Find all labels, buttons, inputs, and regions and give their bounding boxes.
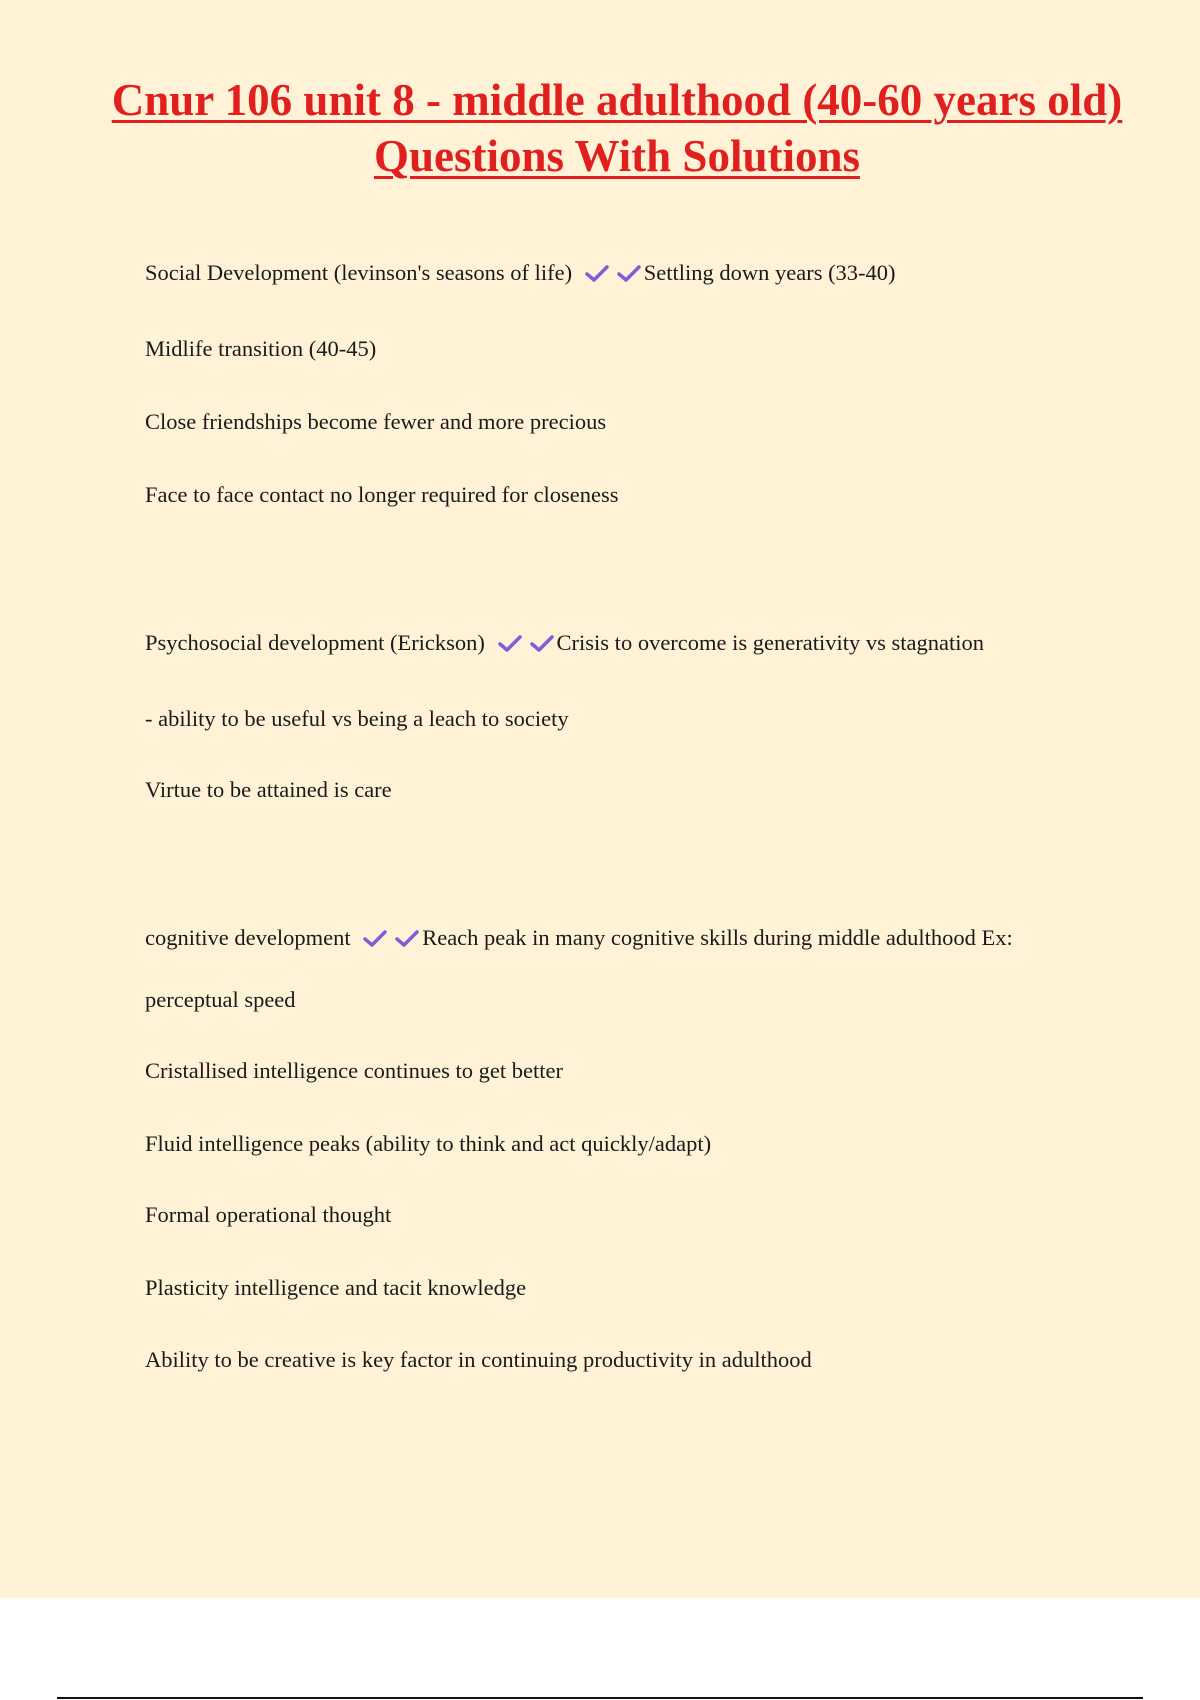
answer-line: Midlife transition (40-45) — [145, 336, 377, 361]
page-title: Cnur 106 unit 8 - middle adulthood (40-60 years old) Questions With Solutions — [111, 75, 1123, 181]
answer-line: - ability to be useful vs being a leach to society — [145, 706, 569, 731]
answer-text: Settling down years (33-40) — [643, 260, 896, 285]
answer-line: perceptual speed — [145, 987, 296, 1012]
answer-line: Cristallised intelligence continues to get better — [145, 1058, 564, 1083]
answer-line: Ability to be creative is key factor in continuing productivity in adulthood — [145, 1347, 812, 1372]
question-text: Social Development (levinson's seasons of life) — [145, 260, 573, 285]
answer-line: Face to face contact no longer required for closeness — [145, 482, 619, 507]
qa-line-social-development — [145, 259, 896, 287]
check-icon — [497, 633, 523, 653]
answer-line: Plasticity intelligence and tacit knowledge — [145, 1275, 527, 1300]
question-text: Psychosocial development (Erickson) — [145, 630, 485, 655]
answer-line: Virtue to be attained is care — [145, 777, 392, 802]
answer-text: Reach peak in many cognitive skills during middle adulthood Ex: — [422, 925, 1013, 950]
check-icon — [362, 928, 388, 948]
check-icon — [394, 928, 420, 948]
question-text: cognitive development — [145, 925, 351, 950]
qa-line-cognitive-development — [145, 924, 1013, 952]
qa-line-psychosocial-development — [145, 629, 984, 657]
footer-divider — [57, 1697, 1143, 1699]
check-icon — [529, 633, 555, 653]
check-icon — [584, 263, 610, 283]
check-icon — [616, 263, 642, 283]
answer-line: Close friendships become fewer and more precious — [145, 409, 607, 434]
answer-line: Formal operational thought — [145, 1202, 392, 1227]
answer-text: Crisis to overcome is generativity vs stagnation — [556, 630, 984, 655]
answer-line: Fluid intelligence peaks (ability to think and act quickly/adapt) — [145, 1131, 712, 1156]
